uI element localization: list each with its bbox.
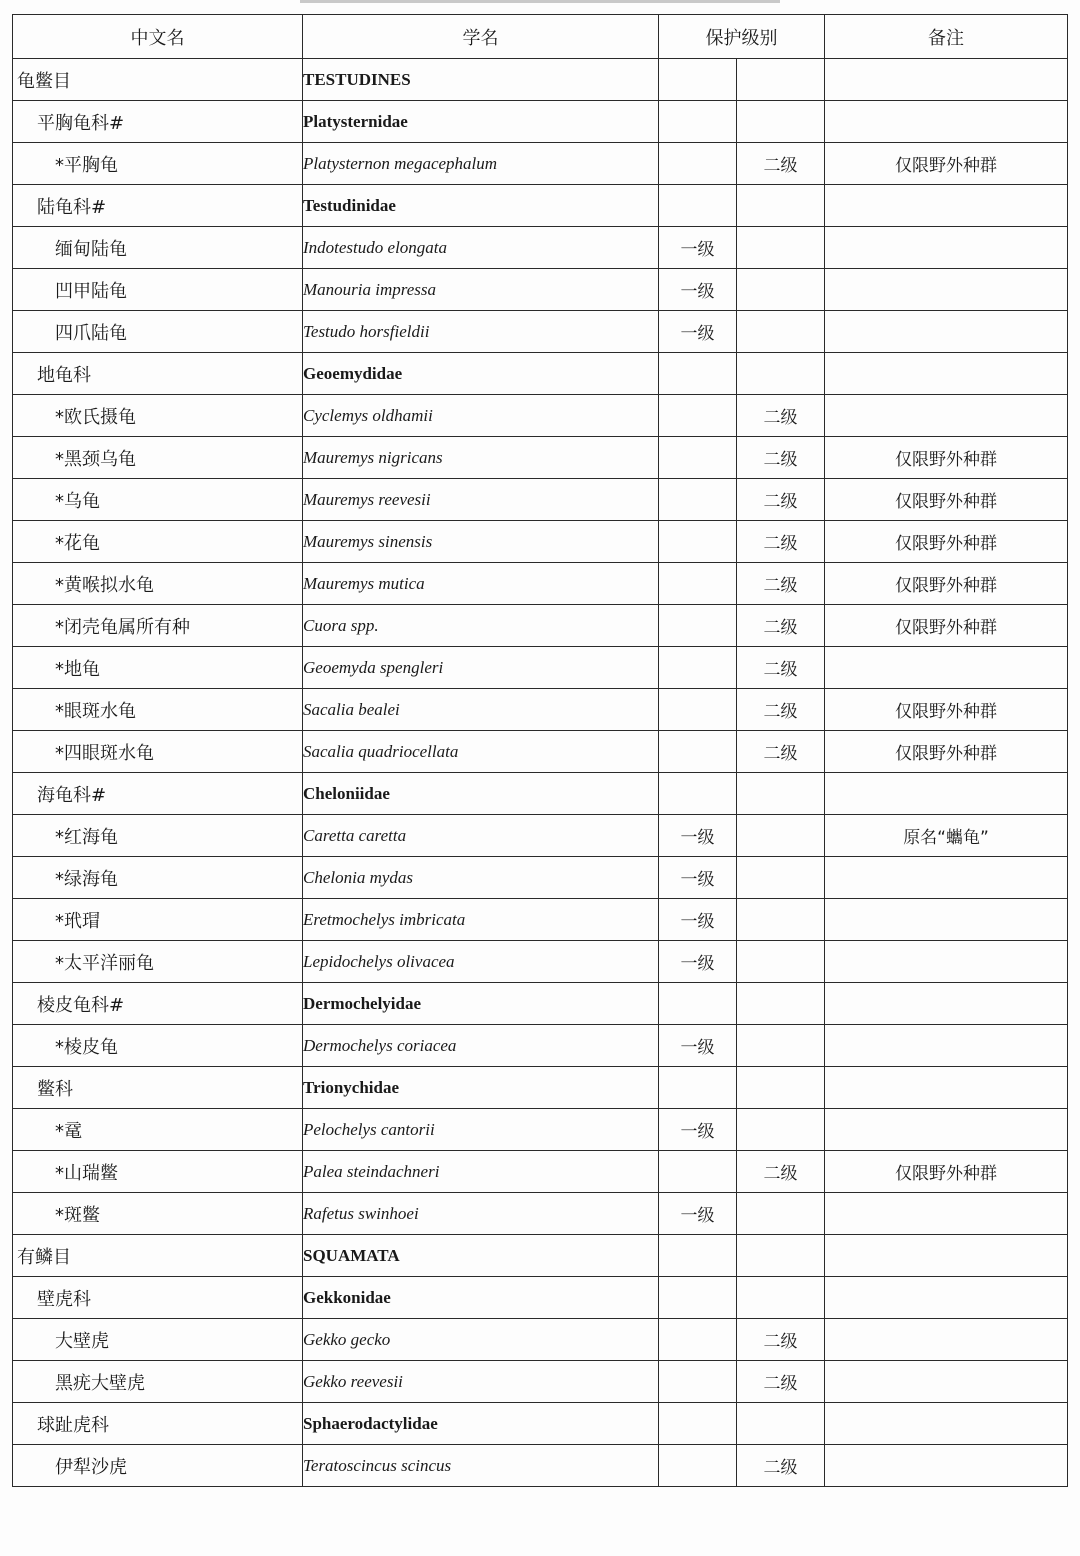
remarks-cell <box>825 311 1068 353</box>
scientific-name-cell: Indotestudo elongata <box>303 227 659 269</box>
chinese-name-cell: *地龟 <box>13 647 303 689</box>
table-body <box>13 59 1068 1487</box>
chinese-name-cell: *黑颈乌龟 <box>13 437 303 479</box>
level-two-cell <box>737 1277 825 1319</box>
chinese-name-cell: *乌龟 <box>13 479 303 521</box>
scientific-name-cell: Cuora spp. <box>303 605 659 647</box>
table-row-species <box>13 437 1068 479</box>
level-one-cell <box>659 1445 737 1487</box>
scientific-name-cell: Caretta caretta <box>303 815 659 857</box>
scientific-name-cell: Manouria impressa <box>303 269 659 311</box>
chinese-name-cell: 大壁虎 <box>13 1319 303 1361</box>
table-row-species <box>13 857 1068 899</box>
table-row-family <box>13 101 1068 143</box>
chinese-name-cell: *绿海龟 <box>13 857 303 899</box>
table-row-species <box>13 395 1068 437</box>
table-row-species <box>13 1193 1068 1235</box>
remarks-cell <box>825 983 1068 1025</box>
remarks-cell <box>825 101 1068 143</box>
chinese-name-cell: 地龟科 <box>13 353 303 395</box>
level-one-cell <box>659 689 737 731</box>
level-two-cell <box>737 899 825 941</box>
table-row-family <box>13 185 1068 227</box>
chinese-name-cell: 黑疣大壁虎 <box>13 1361 303 1403</box>
remarks-cell <box>825 395 1068 437</box>
remarks-cell <box>825 1277 1068 1319</box>
level-two-cell <box>737 1025 825 1067</box>
chinese-name-cell: 平胸龟科# <box>13 101 303 143</box>
chinese-name-cell: 有鳞目 <box>13 1235 303 1277</box>
scientific-name-cell: Mauremys nigricans <box>303 437 659 479</box>
header-chinese-name: 中文名 <box>13 15 303 59</box>
cropped-title-remnant <box>300 0 780 3</box>
table-row-species <box>13 1445 1068 1487</box>
level-one-cell <box>659 479 737 521</box>
remarks-cell <box>825 773 1068 815</box>
scientific-name-cell: Testudinidae <box>303 185 659 227</box>
scientific-name-cell: Gekko reevesii <box>303 1361 659 1403</box>
scientific-name-cell: Geoemyda spengleri <box>303 647 659 689</box>
level-one-cell <box>659 143 737 185</box>
scientific-name-cell: Sacalia bealei <box>303 689 659 731</box>
remarks-cell <box>825 647 1068 689</box>
remarks-cell: 仅限野外种群 <box>825 605 1068 647</box>
remarks-cell <box>825 59 1068 101</box>
chinese-name-cell: 棱皮龟科# <box>13 983 303 1025</box>
scientific-name-cell: SQUAMATA <box>303 1235 659 1277</box>
level-one-cell: 一级 <box>659 815 737 857</box>
level-two-cell: 二级 <box>737 1151 825 1193</box>
chinese-name-cell: 球趾虎科 <box>13 1403 303 1445</box>
table-row-species <box>13 143 1068 185</box>
scientific-name-cell: Platysternon megacephalum <box>303 143 659 185</box>
table-row-species <box>13 1025 1068 1067</box>
table-row-species <box>13 563 1068 605</box>
scientific-name-cell: Dermochelyidae <box>303 983 659 1025</box>
remarks-cell <box>825 1109 1068 1151</box>
chinese-name-cell: *闭壳龟属所有种 <box>13 605 303 647</box>
remarks-cell: 仅限野外种群 <box>825 1151 1068 1193</box>
scientific-name-cell: Mauremys sinensis <box>303 521 659 563</box>
level-one-cell: 一级 <box>659 1025 737 1067</box>
level-one-cell: 一级 <box>659 941 737 983</box>
remarks-cell <box>825 227 1068 269</box>
chinese-name-cell: 缅甸陆龟 <box>13 227 303 269</box>
level-two-cell: 二级 <box>737 647 825 689</box>
level-two-cell: 二级 <box>737 437 825 479</box>
scientific-name-cell: Dermochelys coriacea <box>303 1025 659 1067</box>
level-one-cell <box>659 1319 737 1361</box>
level-two-cell <box>737 773 825 815</box>
table-row-species <box>13 647 1068 689</box>
remarks-cell: 仅限野外种群 <box>825 143 1068 185</box>
level-two-cell <box>737 101 825 143</box>
species-protection-table <box>12 14 1068 1487</box>
table-row-species <box>13 899 1068 941</box>
table-row-family <box>13 773 1068 815</box>
chinese-name-cell: 壁虎科 <box>13 1277 303 1319</box>
level-one-cell <box>659 1235 737 1277</box>
table-row-family <box>13 1067 1068 1109</box>
level-one-cell <box>659 1361 737 1403</box>
scientific-name-cell: Mauremys mutica <box>303 563 659 605</box>
level-one-cell <box>659 1151 737 1193</box>
chinese-name-cell: 海龟科# <box>13 773 303 815</box>
table-row-species <box>13 689 1068 731</box>
table-row-species <box>13 521 1068 563</box>
level-two-cell: 二级 <box>737 143 825 185</box>
level-two-cell <box>737 983 825 1025</box>
table-row-species <box>13 1361 1068 1403</box>
level-one-cell <box>659 437 737 479</box>
table-header-row <box>13 15 1068 59</box>
level-one-cell <box>659 395 737 437</box>
table-row-species <box>13 311 1068 353</box>
level-two-cell: 二级 <box>737 689 825 731</box>
chinese-name-cell: 陆龟科# <box>13 185 303 227</box>
level-two-cell: 二级 <box>737 1319 825 1361</box>
chinese-name-cell: *平胸龟 <box>13 143 303 185</box>
level-one-cell: 一级 <box>659 899 737 941</box>
scientific-name-cell: Chelonia mydas <box>303 857 659 899</box>
chinese-name-cell: *黄喉拟水龟 <box>13 563 303 605</box>
table-row-species <box>13 1319 1068 1361</box>
table-row-species <box>13 731 1068 773</box>
chinese-name-cell: *四眼斑水龟 <box>13 731 303 773</box>
level-one-cell <box>659 521 737 563</box>
remarks-cell <box>825 941 1068 983</box>
table-row-family <box>13 353 1068 395</box>
remarks-cell: 仅限野外种群 <box>825 689 1068 731</box>
chinese-name-cell: 四爪陆龟 <box>13 311 303 353</box>
scientific-name-cell: Gekkonidae <box>303 1277 659 1319</box>
remarks-cell: 仅限野外种群 <box>825 731 1068 773</box>
scientific-name-cell: Testudo horsfieldii <box>303 311 659 353</box>
scientific-name-cell: Cyclemys oldhamii <box>303 395 659 437</box>
level-one-cell <box>659 647 737 689</box>
chinese-name-cell: *鼋 <box>13 1109 303 1151</box>
header-scientific-name: 学名 <box>303 15 659 59</box>
chinese-name-cell: *欧氏摄龟 <box>13 395 303 437</box>
chinese-name-cell: *眼斑水龟 <box>13 689 303 731</box>
level-two-cell <box>737 857 825 899</box>
scientific-name-cell: Sacalia quadriocellata <box>303 731 659 773</box>
level-two-cell <box>737 1403 825 1445</box>
table-row-order <box>13 59 1068 101</box>
level-two-cell <box>737 941 825 983</box>
chinese-name-cell: *斑鳖 <box>13 1193 303 1235</box>
level-one-cell <box>659 353 737 395</box>
level-two-cell: 二级 <box>737 731 825 773</box>
scientific-name-cell: Geoemydidae <box>303 353 659 395</box>
level-two-cell <box>737 311 825 353</box>
level-two-cell <box>737 353 825 395</box>
level-two-cell <box>737 1109 825 1151</box>
level-two-cell <box>737 227 825 269</box>
level-one-cell <box>659 1277 737 1319</box>
level-two-cell <box>737 1235 825 1277</box>
chinese-name-cell: 龟鳖目 <box>13 59 303 101</box>
remarks-cell <box>825 857 1068 899</box>
remarks-cell: 仅限野外种群 <box>825 563 1068 605</box>
scientific-name-cell: Platysternidae <box>303 101 659 143</box>
level-one-cell <box>659 731 737 773</box>
level-two-cell: 二级 <box>737 563 825 605</box>
level-two-cell: 二级 <box>737 1361 825 1403</box>
table-row-species <box>13 269 1068 311</box>
remarks-cell <box>825 1361 1068 1403</box>
level-one-cell <box>659 59 737 101</box>
table-row-species <box>13 815 1068 857</box>
remarks-cell <box>825 1193 1068 1235</box>
chinese-name-cell: *红海龟 <box>13 815 303 857</box>
level-two-cell <box>737 815 825 857</box>
level-two-cell: 二级 <box>737 605 825 647</box>
level-two-cell: 二级 <box>737 521 825 563</box>
level-one-cell <box>659 563 737 605</box>
remarks-cell <box>825 1445 1068 1487</box>
scientific-name-cell: Gekko gecko <box>303 1319 659 1361</box>
chinese-name-cell: *棱皮龟 <box>13 1025 303 1067</box>
remarks-cell <box>825 1235 1068 1277</box>
table-row-species <box>13 941 1068 983</box>
scientific-name-cell: Lepidochelys olivacea <box>303 941 659 983</box>
remarks-cell: 仅限野外种群 <box>825 479 1068 521</box>
level-two-cell: 二级 <box>737 395 825 437</box>
scientific-name-cell: Rafetus swinhoei <box>303 1193 659 1235</box>
scientific-name-cell: Trionychidae <box>303 1067 659 1109</box>
remarks-cell <box>825 899 1068 941</box>
scientific-name-cell: Mauremys reevesii <box>303 479 659 521</box>
remarks-cell <box>825 1403 1068 1445</box>
remarks-cell: 仅限野外种群 <box>825 437 1068 479</box>
remarks-cell: 原名“蠵龟” <box>825 815 1068 857</box>
scientific-name-cell: Pelochelys cantorii <box>303 1109 659 1151</box>
level-two-cell <box>737 1193 825 1235</box>
chinese-name-cell: *太平洋丽龟 <box>13 941 303 983</box>
level-one-cell: 一级 <box>659 269 737 311</box>
scientific-name-cell: Cheloniidae <box>303 773 659 815</box>
chinese-name-cell: 鳖科 <box>13 1067 303 1109</box>
scientific-name-cell: Palea steindachneri <box>303 1151 659 1193</box>
table-row-species <box>13 1109 1068 1151</box>
remarks-cell <box>825 1319 1068 1361</box>
level-one-cell <box>659 185 737 227</box>
chinese-name-cell: *花龟 <box>13 521 303 563</box>
table-row-species <box>13 227 1068 269</box>
level-two-cell <box>737 269 825 311</box>
header-remarks: 备注 <box>825 15 1068 59</box>
chinese-name-cell: *山瑞鳖 <box>13 1151 303 1193</box>
level-one-cell: 一级 <box>659 311 737 353</box>
level-two-cell: 二级 <box>737 479 825 521</box>
scientific-name-cell: Teratoscincus scincus <box>303 1445 659 1487</box>
remarks-cell <box>825 353 1068 395</box>
level-one-cell: 一级 <box>659 1193 737 1235</box>
table-row-family <box>13 983 1068 1025</box>
level-one-cell <box>659 1403 737 1445</box>
level-one-cell: 一级 <box>659 227 737 269</box>
scientific-name-cell: TESTUDINES <box>303 59 659 101</box>
level-two-cell <box>737 59 825 101</box>
chinese-name-cell: 凹甲陆龟 <box>13 269 303 311</box>
level-one-cell <box>659 773 737 815</box>
table-row-family <box>13 1277 1068 1319</box>
table-row-family <box>13 1403 1068 1445</box>
table-row-species <box>13 1151 1068 1193</box>
level-one-cell: 一级 <box>659 857 737 899</box>
remarks-cell <box>825 1025 1068 1067</box>
level-one-cell <box>659 101 737 143</box>
remarks-cell <box>825 1067 1068 1109</box>
level-two-cell <box>737 1067 825 1109</box>
remarks-cell <box>825 185 1068 227</box>
level-two-cell <box>737 185 825 227</box>
table-row-order <box>13 1235 1068 1277</box>
level-one-cell <box>659 983 737 1025</box>
level-two-cell: 二级 <box>737 1445 825 1487</box>
table-row-species <box>13 605 1068 647</box>
remarks-cell: 仅限野外种群 <box>825 521 1068 563</box>
table-row-species <box>13 479 1068 521</box>
level-one-cell <box>659 1067 737 1109</box>
level-one-cell <box>659 605 737 647</box>
remarks-cell <box>825 269 1068 311</box>
header-protection-level: 保护级别 <box>659 15 825 59</box>
scientific-name-cell: Sphaerodactylidae <box>303 1403 659 1445</box>
level-one-cell: 一级 <box>659 1109 737 1151</box>
scientific-name-cell: Eretmochelys imbricata <box>303 899 659 941</box>
chinese-name-cell: *玳瑁 <box>13 899 303 941</box>
chinese-name-cell: 伊犁沙虎 <box>13 1445 303 1487</box>
